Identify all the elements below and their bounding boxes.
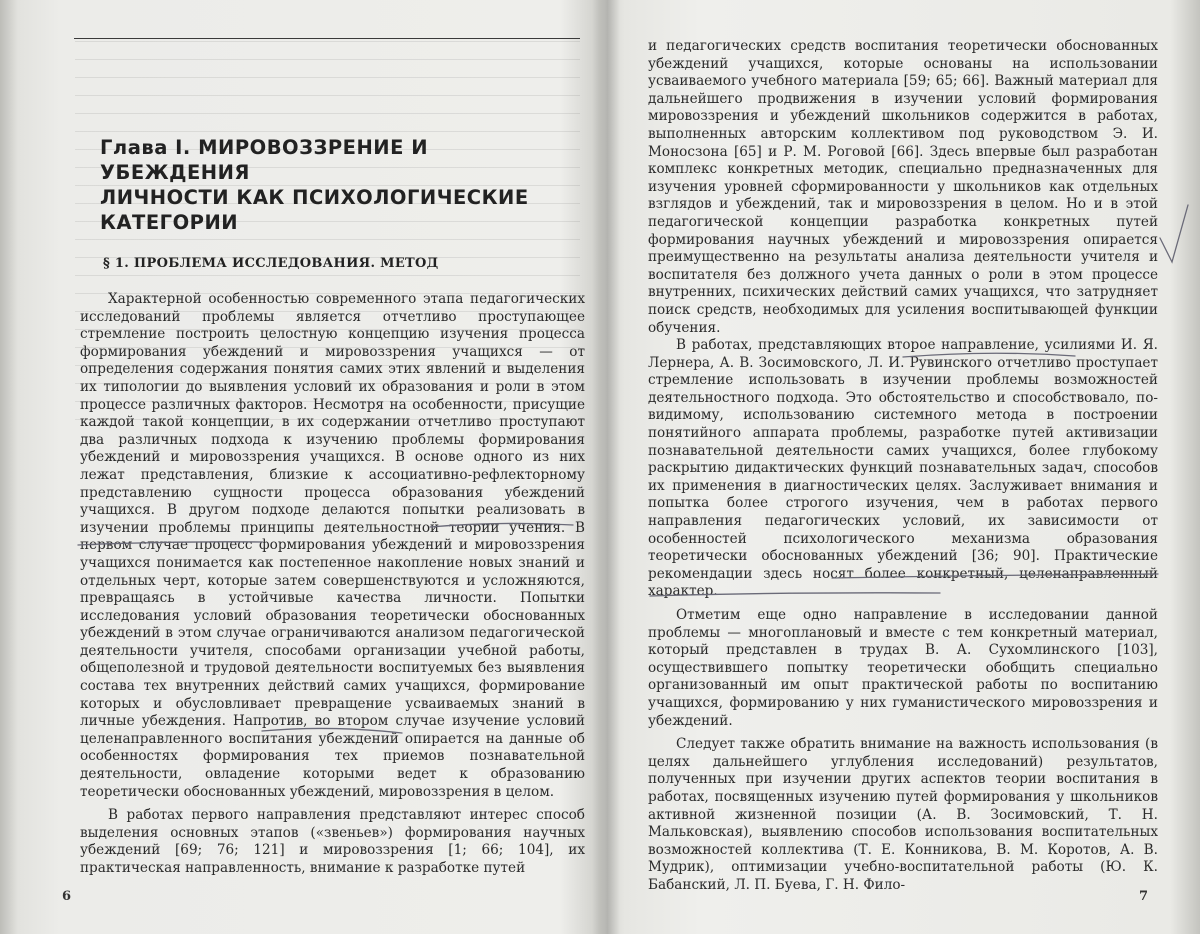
chapter-title-line: КАТЕГОРИИ — [100, 211, 239, 234]
left-page-body — [80, 291, 585, 878]
page-number: 6 — [62, 889, 72, 904]
chapter-title-line: ЛИЧНОСТИ КАК ПСИХОЛОГИЧЕСКИЕ — [100, 186, 529, 209]
paragraph: Следует также обратить внимание на важность использования (в целях дальнейшего углубления исследований) результатов, полученных при изучении других аспектов теории воспитания в работах, посвященных изучению путей формирования у школьников активной жизненной позиции (А. В. Зосимовский, Т. Н. Мальковская), выявлению способов использования воспитательных возможностей коллектива (Т. Е. Конникова, В. М. Коротов, А. В. Мудрик), оптимизации учебно-воспитательной работы (Ю. К. Бабанский, Л. П. Буева, Г. Н. Фило- — [648, 736, 1158, 893]
paragraph: Отметим еще одно направление в исследовании данной проблемы — многоплановый и вместе с тем конкретный материал, который представлен в трудах В. А. Сухомлинского [103], осуществившего попытку теоретически обобщить специально организованный им опыт практической работы по воспитанию учащихся, формированию у них гуманистического мировоззрения и убеждений. — [648, 607, 1158, 729]
right-page-body — [648, 38, 1158, 895]
section-title: § 1. ПРОБЛЕМА ИССЛЕДОВАНИЯ. МЕТОД — [103, 256, 439, 271]
check-mark — [1160, 205, 1188, 262]
paragraph: В работах, представляющих второе направление, усилиями И. Я. Лернера, А. В. Зосимовского, Л. И. Рувинского отчетливо проступает стремление использовать в изучении проблемы возможностей деятельностного подхода. Это обстоятельство и способствовало, по-видимому, использованию системного метода в построении понятийного аппарата проблемы, разработке путей активизации познавательной деятельности самих учащихся, более глубокому раскрытию дидактических функций познавательных задач, способов их применения в диагностических целях. Заслуживает внимания и попытка более строгого изучения, чем в работах первого направления педагогических условий, их зависимости от особенностей психологического механизма образования теоретически обоснованных убеждений [36; 90]. Практические рекомендации здесь носят более конкретный, целенаправленный характер. — [648, 337, 1158, 600]
paragraph: В работах первого направления представляют интерес способ выделения основных этапов («звеньев») формирования научных убеждений [69; 76; 121] и мировоззрения [1; 66; 104], их практическая направленность, внимание к разработке путей — [80, 807, 585, 876]
chapter-title-line: Глава I. МИРОВОЗЗРЕНИЕ И УБЕЖДЕНИЯ — [100, 136, 429, 184]
page-number: 7 — [1139, 889, 1149, 904]
header-rule — [74, 38, 580, 39]
paragraph: и педагогических средств воспитания теоретически обоснованных убеждений учащихся, которые основаны на использовании усваиваемого учебного материала [59; 65; 66]. Важный материал для дальнейшего продвижения в изучении условий формирования мировоззрения и убеждений школьников содержится в работах, выполненных авторским коллективом под руководством Э. И. Моносзона [65] и Р. М. Роговой [66]. Здесь впервые был разработан комплекс конкретных методик, специально предназначенных для изучения уровней сформированности у школьников как отдельных взглядов и убеждений, так и мировоззрения в целом. Но и в этой педагогической концепции разработка конкретных путей формирования научных убеждений и мировоззрения опирается преимущественно на результаты анализа деятельности учителя и воспитателя без должного учета данных о роли в этом процессе внутренних, психических действий самих учащихся, что затрудняет поиск средств, необходимых для усиления воспитывающей функции обучения. — [648, 38, 1158, 336]
chapter-title — [100, 135, 585, 235]
paragraph: Характерной особенностью современного этапа педагогических исследований проблемы является отчетливо проступающее стремление построить целостную концепцию изучения процесса формирования убеждений и мировоззрения учащихся — от определения содержания понятия самих этих явлений и выделения их типологии до выявления условий их образования и роли в этом процессе различных факторов. Несмотря на особенности, присущие каждой такой концепции, в их содержании отчетливо проступают два различных подхода к изучению проблемы формирования убеждений и мировоззрения учащихся. В основе одного из них лежат представления, близкие к ассоциативно-рефлекторному представлению сущности процесса образования убеждений учащихся. В другом подходе делаются попытки реализовать в изучении проблемы принципы деятельностной теории учения. В первом случае процесс формирования убеждений и мировоззрения учащихся понимается как постепенное накопление новых знаний и отдельных черт, которые затем совершенствуются и усложняются, превращаясь в устойчивые качества личности. Попытки исследования условий образования теоретически обоснованных убеждений в этом случае ограничиваются анализом педагогической деятельности учителя, способами организации учебной работы, общеполезной и трудовой деятельности воспитуемых без выявления состава тех внутренних действий самих учащихся, формирование которых и обусловливает превращение усваиваемых знаний в личные убеждения. Напротив, во втором случае изучение условий целенаправленного воспитания убеждений опирается на данные об особенностях формирования тех приемов познавательной деятельности, овладение которыми ведет к образованию теоретически обоснованных убеждений, мировоззрения в целом. — [80, 291, 585, 800]
